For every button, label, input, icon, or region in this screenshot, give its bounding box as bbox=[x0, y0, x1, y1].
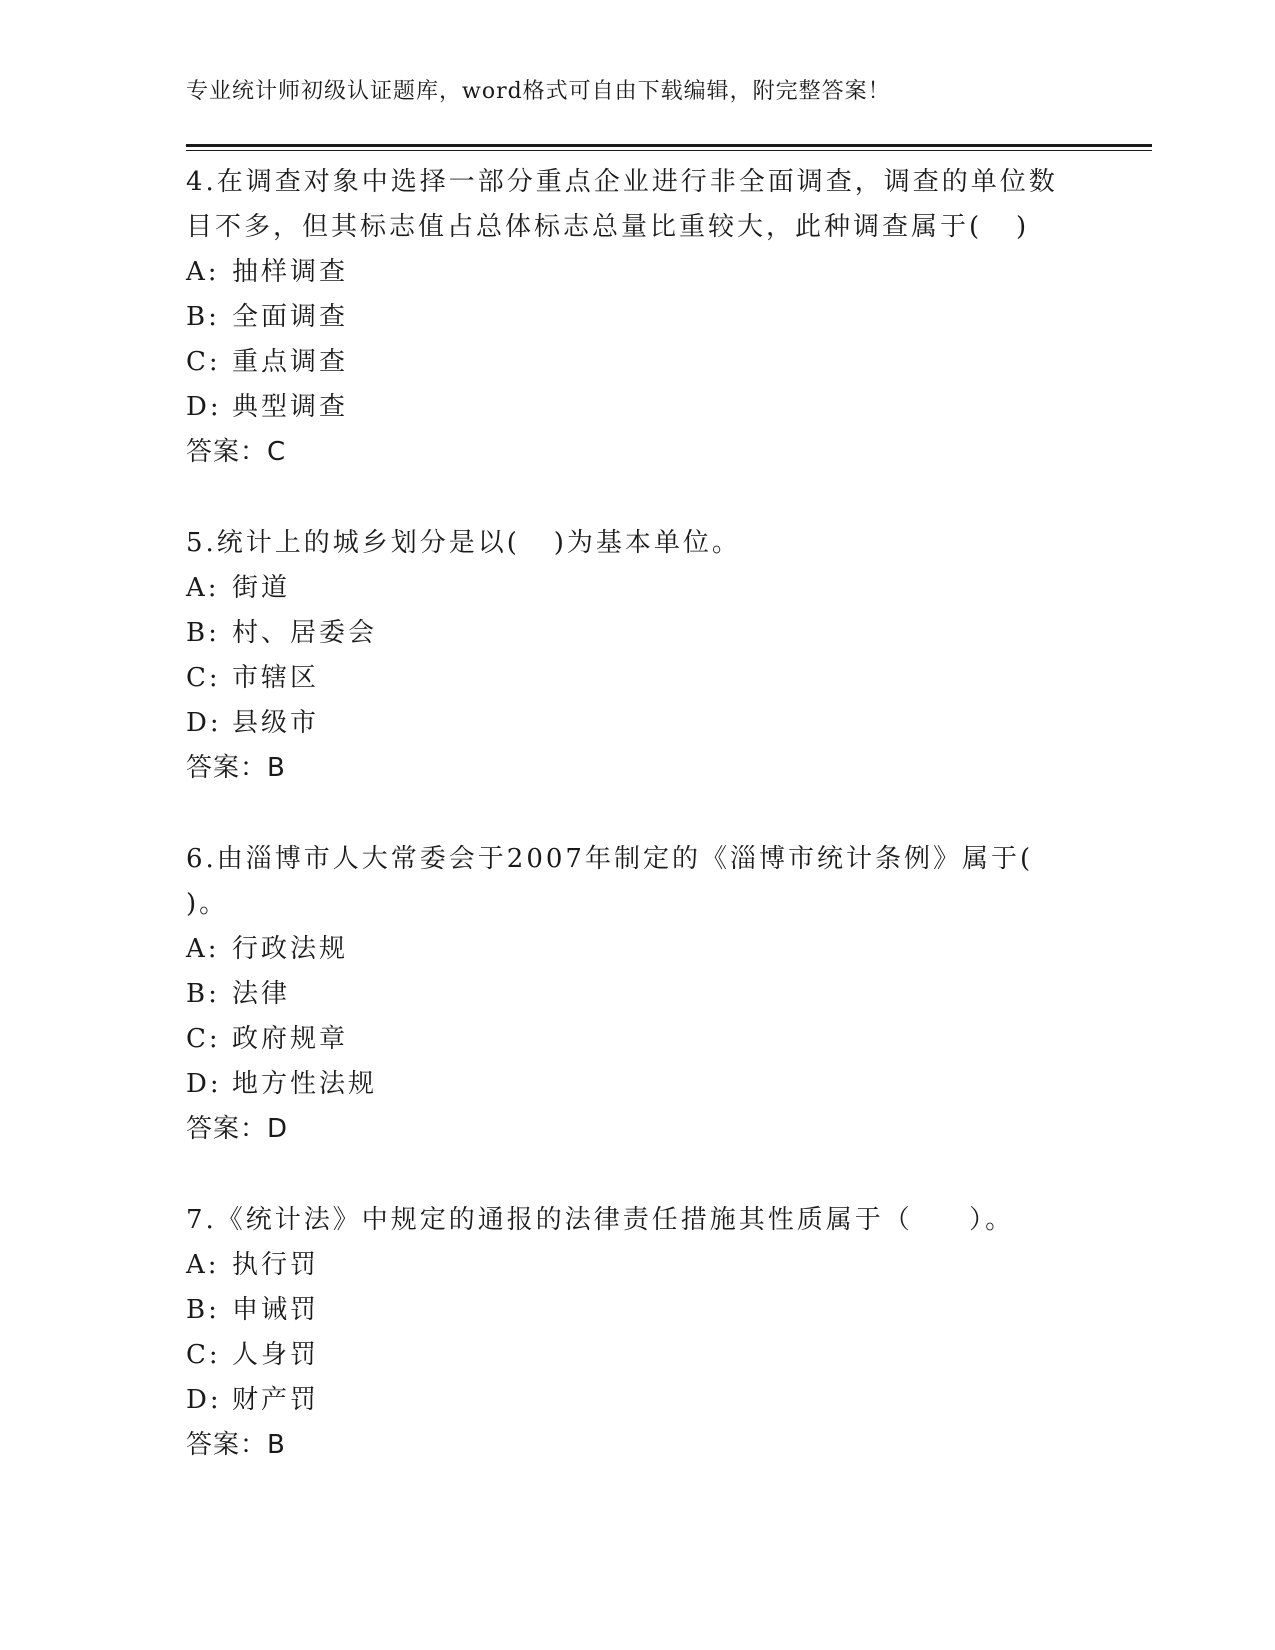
answer-line: 答案：B bbox=[186, 1430, 286, 1460]
header-rule-thin bbox=[186, 150, 1152, 151]
option-row bbox=[186, 1333, 1066, 1378]
option-text: 申诫罚 bbox=[232, 1295, 320, 1325]
option-letter: B: bbox=[186, 979, 220, 1009]
option-text: 政府规章 bbox=[232, 1024, 349, 1054]
option-row bbox=[186, 972, 1066, 1017]
document-header: 专业统计师初级认证题库，word格式可自由下载编辑，附完整答案！ bbox=[186, 79, 891, 104]
question-stem-line: 目不多，但其标志值占总体标志总量比重较大，此种调查属于( ) bbox=[186, 212, 1030, 242]
option-letter: A: bbox=[186, 934, 220, 964]
option-text: 全面调查 bbox=[232, 302, 349, 332]
header-rule-thick bbox=[186, 144, 1152, 147]
option-row bbox=[186, 1062, 1066, 1107]
option-letter: C: bbox=[186, 1024, 221, 1054]
question-list bbox=[186, 160, 1066, 1514]
option-row bbox=[186, 656, 1066, 701]
option-row bbox=[186, 1288, 1066, 1333]
question-block bbox=[186, 521, 1066, 791]
option-letter: C: bbox=[186, 663, 221, 693]
option-text: 街道 bbox=[232, 573, 291, 603]
question-stem-line: 4.在调查对象中选择一部分重点企业进行非全面调查，调查的单位数 bbox=[186, 167, 1058, 197]
option-letter: D: bbox=[186, 1385, 222, 1415]
option-letter: A: bbox=[186, 257, 220, 287]
question-block bbox=[186, 160, 1066, 475]
option-text: 行政法规 bbox=[232, 934, 349, 964]
option-row bbox=[186, 566, 1066, 611]
option-letter: A: bbox=[186, 573, 220, 603]
answer-line: 答案：B bbox=[186, 753, 286, 783]
option-letter: A: bbox=[186, 1250, 220, 1280]
option-text: 执行罚 bbox=[232, 1250, 320, 1280]
option-letter: B: bbox=[186, 302, 220, 332]
option-letter: D: bbox=[186, 1069, 222, 1099]
answer-line: 答案：C bbox=[186, 437, 287, 467]
question-stem-line: 7.《统计法》中规定的通报的法律责任措施其性质属于（ ）。 bbox=[186, 1205, 1015, 1235]
question-stem-line: )。 bbox=[186, 889, 229, 919]
option-text: 人身罚 bbox=[232, 1340, 320, 1370]
option-text: 法律 bbox=[232, 979, 291, 1009]
option-text: 财产罚 bbox=[232, 1385, 320, 1415]
answer-line: 答案：D bbox=[186, 1114, 289, 1144]
option-row bbox=[186, 1017, 1066, 1062]
option-text: 市辖区 bbox=[232, 663, 320, 693]
option-row bbox=[186, 1243, 1066, 1288]
question-stem-line: 5.统计上的城乡划分是以( )为基本单位。 bbox=[186, 528, 741, 558]
option-row bbox=[186, 611, 1066, 656]
option-row bbox=[186, 927, 1066, 972]
option-row bbox=[186, 701, 1066, 746]
option-row bbox=[186, 340, 1066, 385]
option-text: 典型调查 bbox=[232, 392, 349, 422]
option-letter: C: bbox=[186, 1340, 221, 1370]
option-row bbox=[186, 385, 1066, 430]
option-text: 抽样调查 bbox=[232, 257, 349, 287]
option-text: 地方性法规 bbox=[232, 1069, 378, 1099]
option-row bbox=[186, 250, 1066, 295]
option-letter: B: bbox=[186, 618, 220, 648]
option-text: 县级市 bbox=[232, 708, 320, 738]
option-text: 重点调查 bbox=[232, 347, 349, 377]
option-row bbox=[186, 1378, 1066, 1423]
option-letter: B: bbox=[186, 1295, 220, 1325]
question-stem-line: 6.由淄博市人大常委会于2007年制定的《淄博市统计条例》属于( bbox=[186, 844, 1034, 874]
option-letter: C: bbox=[186, 347, 221, 377]
option-row bbox=[186, 295, 1066, 340]
question-block bbox=[186, 837, 1066, 1152]
option-text: 村、居委会 bbox=[232, 618, 378, 648]
option-letter: D: bbox=[186, 708, 222, 738]
question-block bbox=[186, 1198, 1066, 1468]
option-letter: D: bbox=[186, 392, 222, 422]
